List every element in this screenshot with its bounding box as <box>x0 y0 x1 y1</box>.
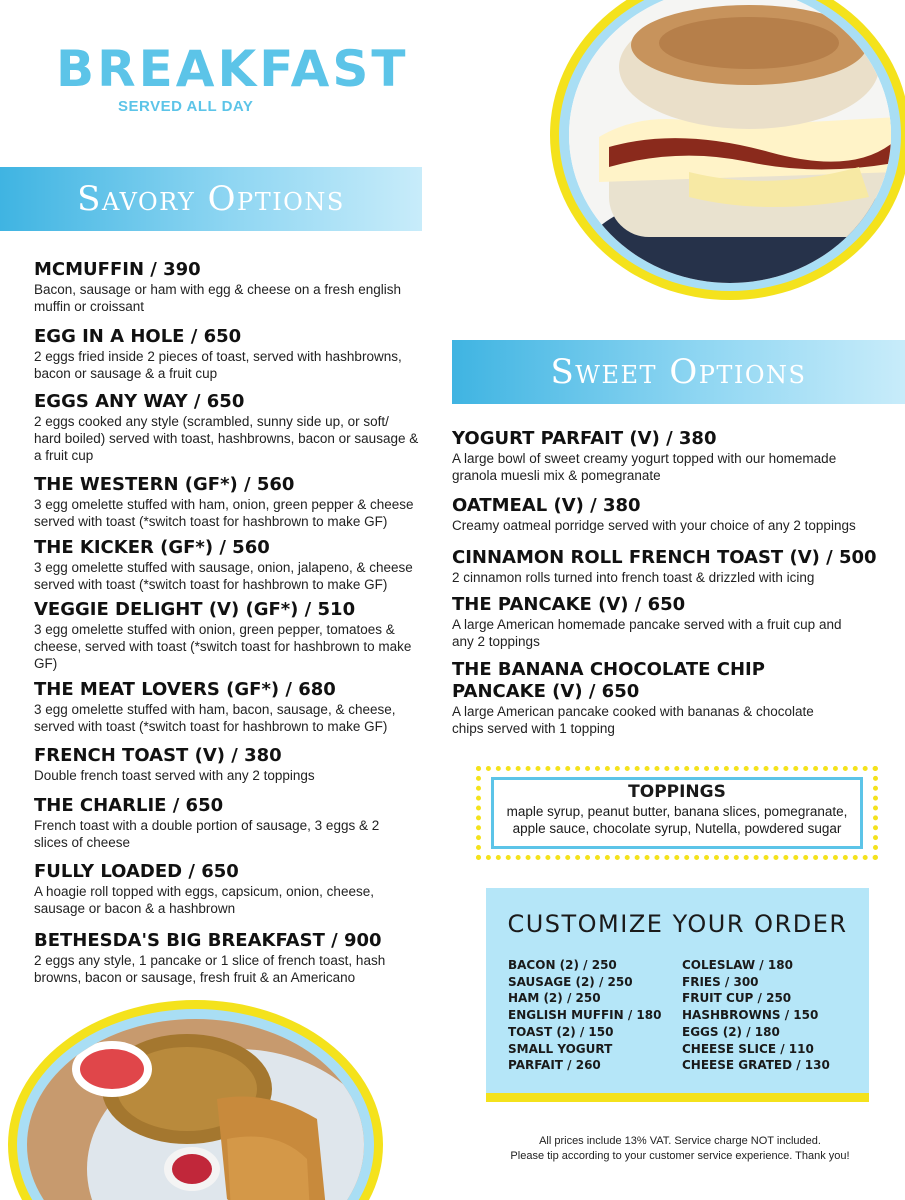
menu-item-mcmuffin <box>34 259 414 315</box>
addon-item: SMALL YOGURT <box>508 1041 613 1056</box>
muffin-sandwich-photo <box>550 0 905 300</box>
item-title: FULLY LOADED / 650 <box>34 861 239 882</box>
item-title: THE KICKER (GF*) / 560 <box>34 537 270 558</box>
item-title: THE WESTERN (GF*) / 560 <box>34 474 295 495</box>
item-description: 3 egg omelette stuffed with sausage, onion, jalapeno, & cheese served with toast (*switch toast for hashbrown to make GF) <box>34 560 413 592</box>
addon-item: CHEESE SLICE / 110 <box>682 1041 814 1056</box>
item-description: 2 eggs cooked any style (scrambled, sunny side up, or soft/ hard boiled) served with toast, hashbrowns, bacon or sausage & a fruit cup <box>34 414 419 463</box>
customize-right-column <box>682 957 862 1074</box>
customize-order-panel <box>486 888 869 1102</box>
item-description: Double french toast served with any 2 toppings <box>34 768 315 783</box>
item-description: 2 eggs any style, 1 pancake or 1 slice of french toast, hash browns, bacon or sausage, fresh fruit & an Americano <box>34 953 386 985</box>
item-title: EGG IN A HOLE / 650 <box>34 326 242 347</box>
sweet-options-heading: Sweet Options <box>550 352 807 392</box>
item-description: 2 eggs fried inside 2 pieces of toast, served with hashbrowns, bacon or sausage & a fruit cup <box>34 349 402 381</box>
item-title: YOGURT PARFAIT (V) / 380 <box>452 428 717 449</box>
menu-item-eggs-any-way <box>34 391 419 464</box>
menu-item-oatmeal <box>452 495 892 534</box>
item-description: A large American homemade pancake served with a fruit cup and any 2 toppings <box>452 617 842 649</box>
menu-item-banana-chocolate-chip-pancake <box>452 659 832 737</box>
toppings-inner-frame <box>491 777 863 849</box>
toppings-box <box>476 766 878 860</box>
menu-subtitle: SERVED ALL DAY <box>118 98 254 115</box>
addon-item: FRIES / 300 <box>682 974 759 989</box>
addon-item: ENGLISH MUFFIN / 180 <box>508 1008 662 1023</box>
item-description: A large bowl of sweet creamy yogurt topped with our homemade granola muesli mix & pomegranate <box>452 451 837 483</box>
muffin-sandwich-illustration <box>569 0 891 283</box>
addon-item: EGGS (2) / 180 <box>682 1024 780 1039</box>
menu-item-the-charlie <box>34 795 409 851</box>
item-title: VEGGIE DELIGHT (V) (GF*) / 510 <box>34 599 356 620</box>
tip-note: Please tip according to your customer service experience. Thank you! <box>510 1150 850 1162</box>
breakfast-plate-photo <box>8 1000 383 1200</box>
item-title: EGGS ANY WAY / 650 <box>34 391 245 412</box>
customize-order-title: CUSTOMIZE YOUR ORDER <box>507 910 848 938</box>
item-description: A large American pancake cooked with bananas & chocolate chips served with 1 topping <box>452 704 814 736</box>
item-description: French toast with a double portion of sausage, 3 eggs & 2 slices of cheese <box>34 818 380 850</box>
savory-options-banner <box>0 167 422 231</box>
addon-item: BACON (2) / 250 <box>508 958 617 972</box>
addon-item: PARFAIT / 260 <box>508 1058 601 1073</box>
menu-item-egg-in-a-hole <box>34 326 419 382</box>
menu-item-the-western <box>34 474 429 530</box>
menu-item-cinnamon-roll-french-toast <box>452 547 892 586</box>
item-title: MCMUFFIN / 390 <box>34 259 201 280</box>
item-title: THE CHARLIE / 650 <box>34 795 224 816</box>
item-title: THE PANCAKE (V) / 650 <box>452 594 686 615</box>
item-description: 3 egg omelette stuffed with ham, onion, green pepper & cheese served with toast (*switch toast for hashbrown to make GF) <box>34 497 414 529</box>
item-title: FRENCH TOAST (V) / 380 <box>34 745 282 766</box>
vat-note: All prices include 13% VAT. Service charge NOT included. <box>539 1135 821 1147</box>
item-description: 2 cinnamon rolls turned into french toast & drizzled with icing <box>452 570 815 585</box>
item-title: BETHESDA'S BIG BREAKFAST / 900 <box>34 930 382 951</box>
item-title: THE BANANA CHOCOLATE CHIP PANCAKE (V) / 650 <box>452 659 765 702</box>
toppings-list: maple syrup, peanut butter, banana slices, pomegranate, apple sauce, chocolate syrup, Nutella, powdered sugar <box>506 804 848 836</box>
item-description: Creamy oatmeal porridge served with your choice of any 2 toppings <box>452 518 856 533</box>
addon-item: HASHBROWNS / 150 <box>682 1008 819 1023</box>
menu-title: BREAKFAST <box>56 40 409 98</box>
customize-left-column <box>508 957 678 1074</box>
menu-item-the-meat-lovers <box>34 679 429 735</box>
addon-item: CHEESE GRATED / 130 <box>682 1058 830 1073</box>
menu-item-french-toast <box>34 745 419 784</box>
item-title: OATMEAL (V) / 380 <box>452 495 641 516</box>
menu-item-the-pancake <box>452 594 852 650</box>
addon-item: HAM (2) / 250 <box>508 991 601 1006</box>
item-title: CINNAMON ROLL FRENCH TOAST (V) / 500 <box>452 547 877 568</box>
menu-item-fully-loaded <box>34 861 409 917</box>
addon-item: TOAST (2) / 150 <box>508 1024 614 1039</box>
item-description: 3 egg omelette stuffed with ham, bacon, sausage, & cheese, served with toast (*switch toast for hashbrown to make GF) <box>34 702 396 734</box>
addon-item: FRUIT CUP / 250 <box>682 991 792 1006</box>
savory-options-heading: Savory Options <box>77 179 345 219</box>
menu-item-the-kicker <box>34 537 429 593</box>
menu-item-bethesdas-big-breakfast <box>34 930 419 986</box>
addon-item: COLESLAW / 180 <box>682 958 793 972</box>
item-description: Bacon, sausage or ham with egg & cheese on a fresh english muffin or croissant <box>34 282 401 314</box>
addon-item: SAUSAGE (2) / 250 <box>508 974 633 989</box>
breakfast-plate-illustration <box>27 1019 364 1200</box>
pricing-footnote <box>480 1134 880 1164</box>
toppings-title: TOPPINGS <box>628 782 726 802</box>
sweet-options-banner <box>452 340 905 404</box>
item-title: THE MEAT LOVERS (GF*) / 680 <box>34 679 336 700</box>
menu-item-yogurt-parfait <box>452 428 872 484</box>
item-description: 3 egg omelette stuffed with onion, green pepper, tomatoes & cheese, served with toast (*switch toast for hashbrown to make GF) <box>34 622 412 671</box>
item-description: A hoagie roll topped with eggs, capsicum, onion, cheese, sausage or bacon & a hashbrown <box>34 884 374 916</box>
menu-item-veggie-delight <box>34 599 419 672</box>
